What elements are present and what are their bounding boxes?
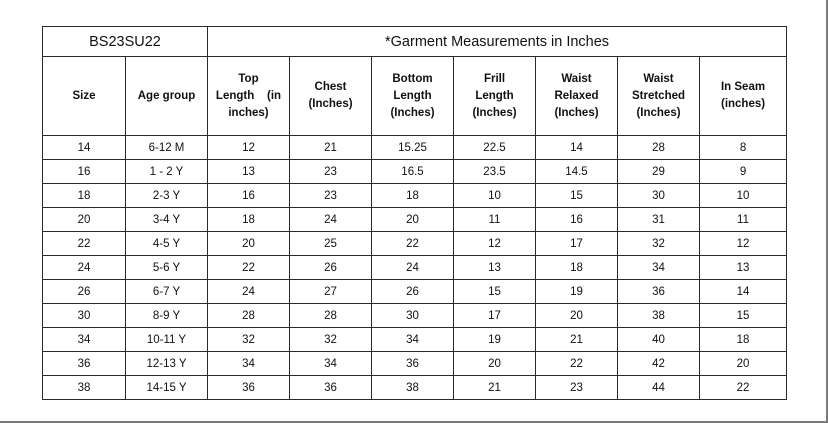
header-in-seam [700, 57, 787, 136]
table-cell: 20 [208, 232, 290, 256]
table-cell: 27 [290, 280, 372, 304]
measurement-table [42, 26, 787, 400]
table-cell: 23 [290, 184, 372, 208]
table-cell: 14 [700, 280, 787, 304]
header-line: (Inches) [308, 98, 353, 110]
title-row [43, 27, 787, 57]
table-cell: 24 [372, 256, 454, 280]
table-cell: 14 [536, 136, 618, 160]
table-cell: 30 [618, 184, 700, 208]
table-cell: 14 [43, 136, 126, 160]
table-cell: 6-12 M [126, 136, 208, 160]
table-cell: 20 [536, 304, 618, 328]
table-cell: 1 - 2 Y [126, 160, 208, 184]
header-waist-stretched [618, 57, 700, 136]
table-row [43, 184, 787, 208]
table-cell: 38 [372, 376, 454, 400]
table-cell: 23 [290, 160, 372, 184]
table-cell: 10 [454, 184, 536, 208]
table-cell: 21 [536, 328, 618, 352]
table-cell: 24 [43, 256, 126, 280]
table-cell: 2-3 Y [126, 184, 208, 208]
table-cell: 28 [208, 304, 290, 328]
table-cell: 11 [454, 208, 536, 232]
header-line: Length [393, 89, 432, 102]
table-cell: 24 [208, 280, 290, 304]
table-cell: 34 [208, 352, 290, 376]
table-cell: 9 [700, 160, 787, 184]
header-line: Bottom [392, 72, 433, 85]
header-line: Frill [483, 72, 506, 85]
header-waist-relaxed [536, 57, 618, 136]
table-cell: 36 [208, 376, 290, 400]
table-cell: 13 [454, 256, 536, 280]
table-cell: 32 [618, 232, 700, 256]
table-cell: 5-6 Y [126, 256, 208, 280]
table-cell: 16 [43, 160, 126, 184]
table-cell: 3-4 Y [126, 208, 208, 232]
table-cell: 19 [536, 280, 618, 304]
table-cell: 16 [208, 184, 290, 208]
header-line: (Inches) [472, 106, 517, 119]
table-cell: 19 [454, 328, 536, 352]
table-cell: 26 [290, 256, 372, 280]
header-chest [290, 57, 372, 136]
table-cell: 36 [618, 280, 700, 304]
header-line: Waist [643, 72, 674, 85]
header-line: Size [72, 89, 96, 102]
table-cell: 21 [290, 136, 372, 160]
table-cell: 12-13 Y [126, 352, 208, 376]
table-row [43, 256, 787, 280]
table-cell: 13 [208, 160, 290, 184]
header-line: (Inches) [554, 106, 599, 119]
header-line: In Seam [720, 81, 766, 93]
table-cell: 30 [43, 304, 126, 328]
header-line: inches) [228, 106, 269, 119]
table-row [43, 160, 787, 184]
table-cell: 22 [43, 232, 126, 256]
table-cell: 34 [43, 328, 126, 352]
table-cell: 8-9 Y [126, 304, 208, 328]
table-cell: 14.5 [536, 160, 618, 184]
table-cell: 34 [618, 256, 700, 280]
table-row [43, 136, 787, 160]
table-cell: 38 [618, 304, 700, 328]
header-line: Length [475, 89, 514, 102]
table-cell: 10-11 Y [126, 328, 208, 352]
table-cell: 18 [536, 256, 618, 280]
header-line: Age group [137, 89, 196, 102]
table-cell: 36 [290, 376, 372, 400]
table-cell: 18 [208, 208, 290, 232]
table-cell: 23.5 [454, 160, 536, 184]
header-top-length [208, 57, 290, 136]
table-cell: 26 [43, 280, 126, 304]
table-cell: 23 [536, 376, 618, 400]
table-row [43, 352, 787, 376]
table-cell: 20 [454, 352, 536, 376]
table-cell: 17 [536, 232, 618, 256]
table-cell: 8 [700, 136, 787, 160]
table-row [43, 304, 787, 328]
header-row [43, 57, 787, 136]
table-cell: 15 [536, 184, 618, 208]
table-cell: 20 [700, 352, 787, 376]
table-cell: 12 [700, 232, 787, 256]
table-row [43, 208, 787, 232]
table-cell: 34 [372, 328, 454, 352]
header-line: Relaxed [554, 89, 599, 102]
table-cell: 44 [618, 376, 700, 400]
header-line: Chest [314, 81, 347, 93]
table-cell: 15.25 [372, 136, 454, 160]
table-cell: 26 [372, 280, 454, 304]
table-row [43, 232, 787, 256]
table-cell: 18 [43, 184, 126, 208]
table-cell: 32 [208, 328, 290, 352]
table-cell: 14-15 Y [126, 376, 208, 400]
table-row [43, 376, 787, 400]
table-cell: 20 [372, 208, 454, 232]
table-cell: 28 [618, 136, 700, 160]
header-line: Stretched [631, 89, 686, 102]
header-line: (inches) [720, 98, 766, 110]
table-cell: 11 [700, 208, 787, 232]
table-cell: 18 [372, 184, 454, 208]
table-cell: 30 [372, 304, 454, 328]
table-cell: 22 [700, 376, 787, 400]
table-cell: 6-7 Y [126, 280, 208, 304]
table-cell: 15 [700, 304, 787, 328]
table-cell: 28 [290, 304, 372, 328]
table-cell: 13 [700, 256, 787, 280]
table-cell: 40 [618, 328, 700, 352]
table-cell: 17 [454, 304, 536, 328]
table-cell: 32 [290, 328, 372, 352]
table-cell: 16.5 [372, 160, 454, 184]
table-cell: 21 [454, 376, 536, 400]
style-code: BS23SU22 [43, 27, 208, 57]
table-cell: 12 [454, 232, 536, 256]
header-size [43, 57, 126, 136]
table-cell: 12 [208, 136, 290, 160]
table-cell: 36 [43, 352, 126, 376]
table-cell: 15 [454, 280, 536, 304]
table-cell: 29 [618, 160, 700, 184]
table-cell: 22.5 [454, 136, 536, 160]
table-cell: 16 [536, 208, 618, 232]
header-line: (Inches) [390, 106, 435, 119]
table-cell: 22 [536, 352, 618, 376]
header-line: Waist [561, 72, 592, 85]
table-row [43, 328, 787, 352]
table-cell: 10 [700, 184, 787, 208]
table-cell: 24 [290, 208, 372, 232]
table-cell: 22 [208, 256, 290, 280]
table-cell: 36 [372, 352, 454, 376]
table-cell: 42 [618, 352, 700, 376]
table-cell: 34 [290, 352, 372, 376]
table-cell: 31 [618, 208, 700, 232]
table-cell: 4-5 Y [126, 232, 208, 256]
header-bottom-length [372, 57, 454, 136]
header-frill-length [454, 57, 536, 136]
header-age-group [126, 57, 208, 136]
table-cell: 38 [43, 376, 126, 400]
header-line: (Inches) [636, 106, 681, 119]
header-line: Top [238, 72, 259, 85]
table-cell: 18 [700, 328, 787, 352]
table-cell: 25 [290, 232, 372, 256]
table-row [43, 280, 787, 304]
header-line: Length (in [215, 89, 282, 102]
table-cell: 22 [372, 232, 454, 256]
table-title: *Garment Measurements in Inches [208, 27, 787, 57]
table-cell: 20 [43, 208, 126, 232]
